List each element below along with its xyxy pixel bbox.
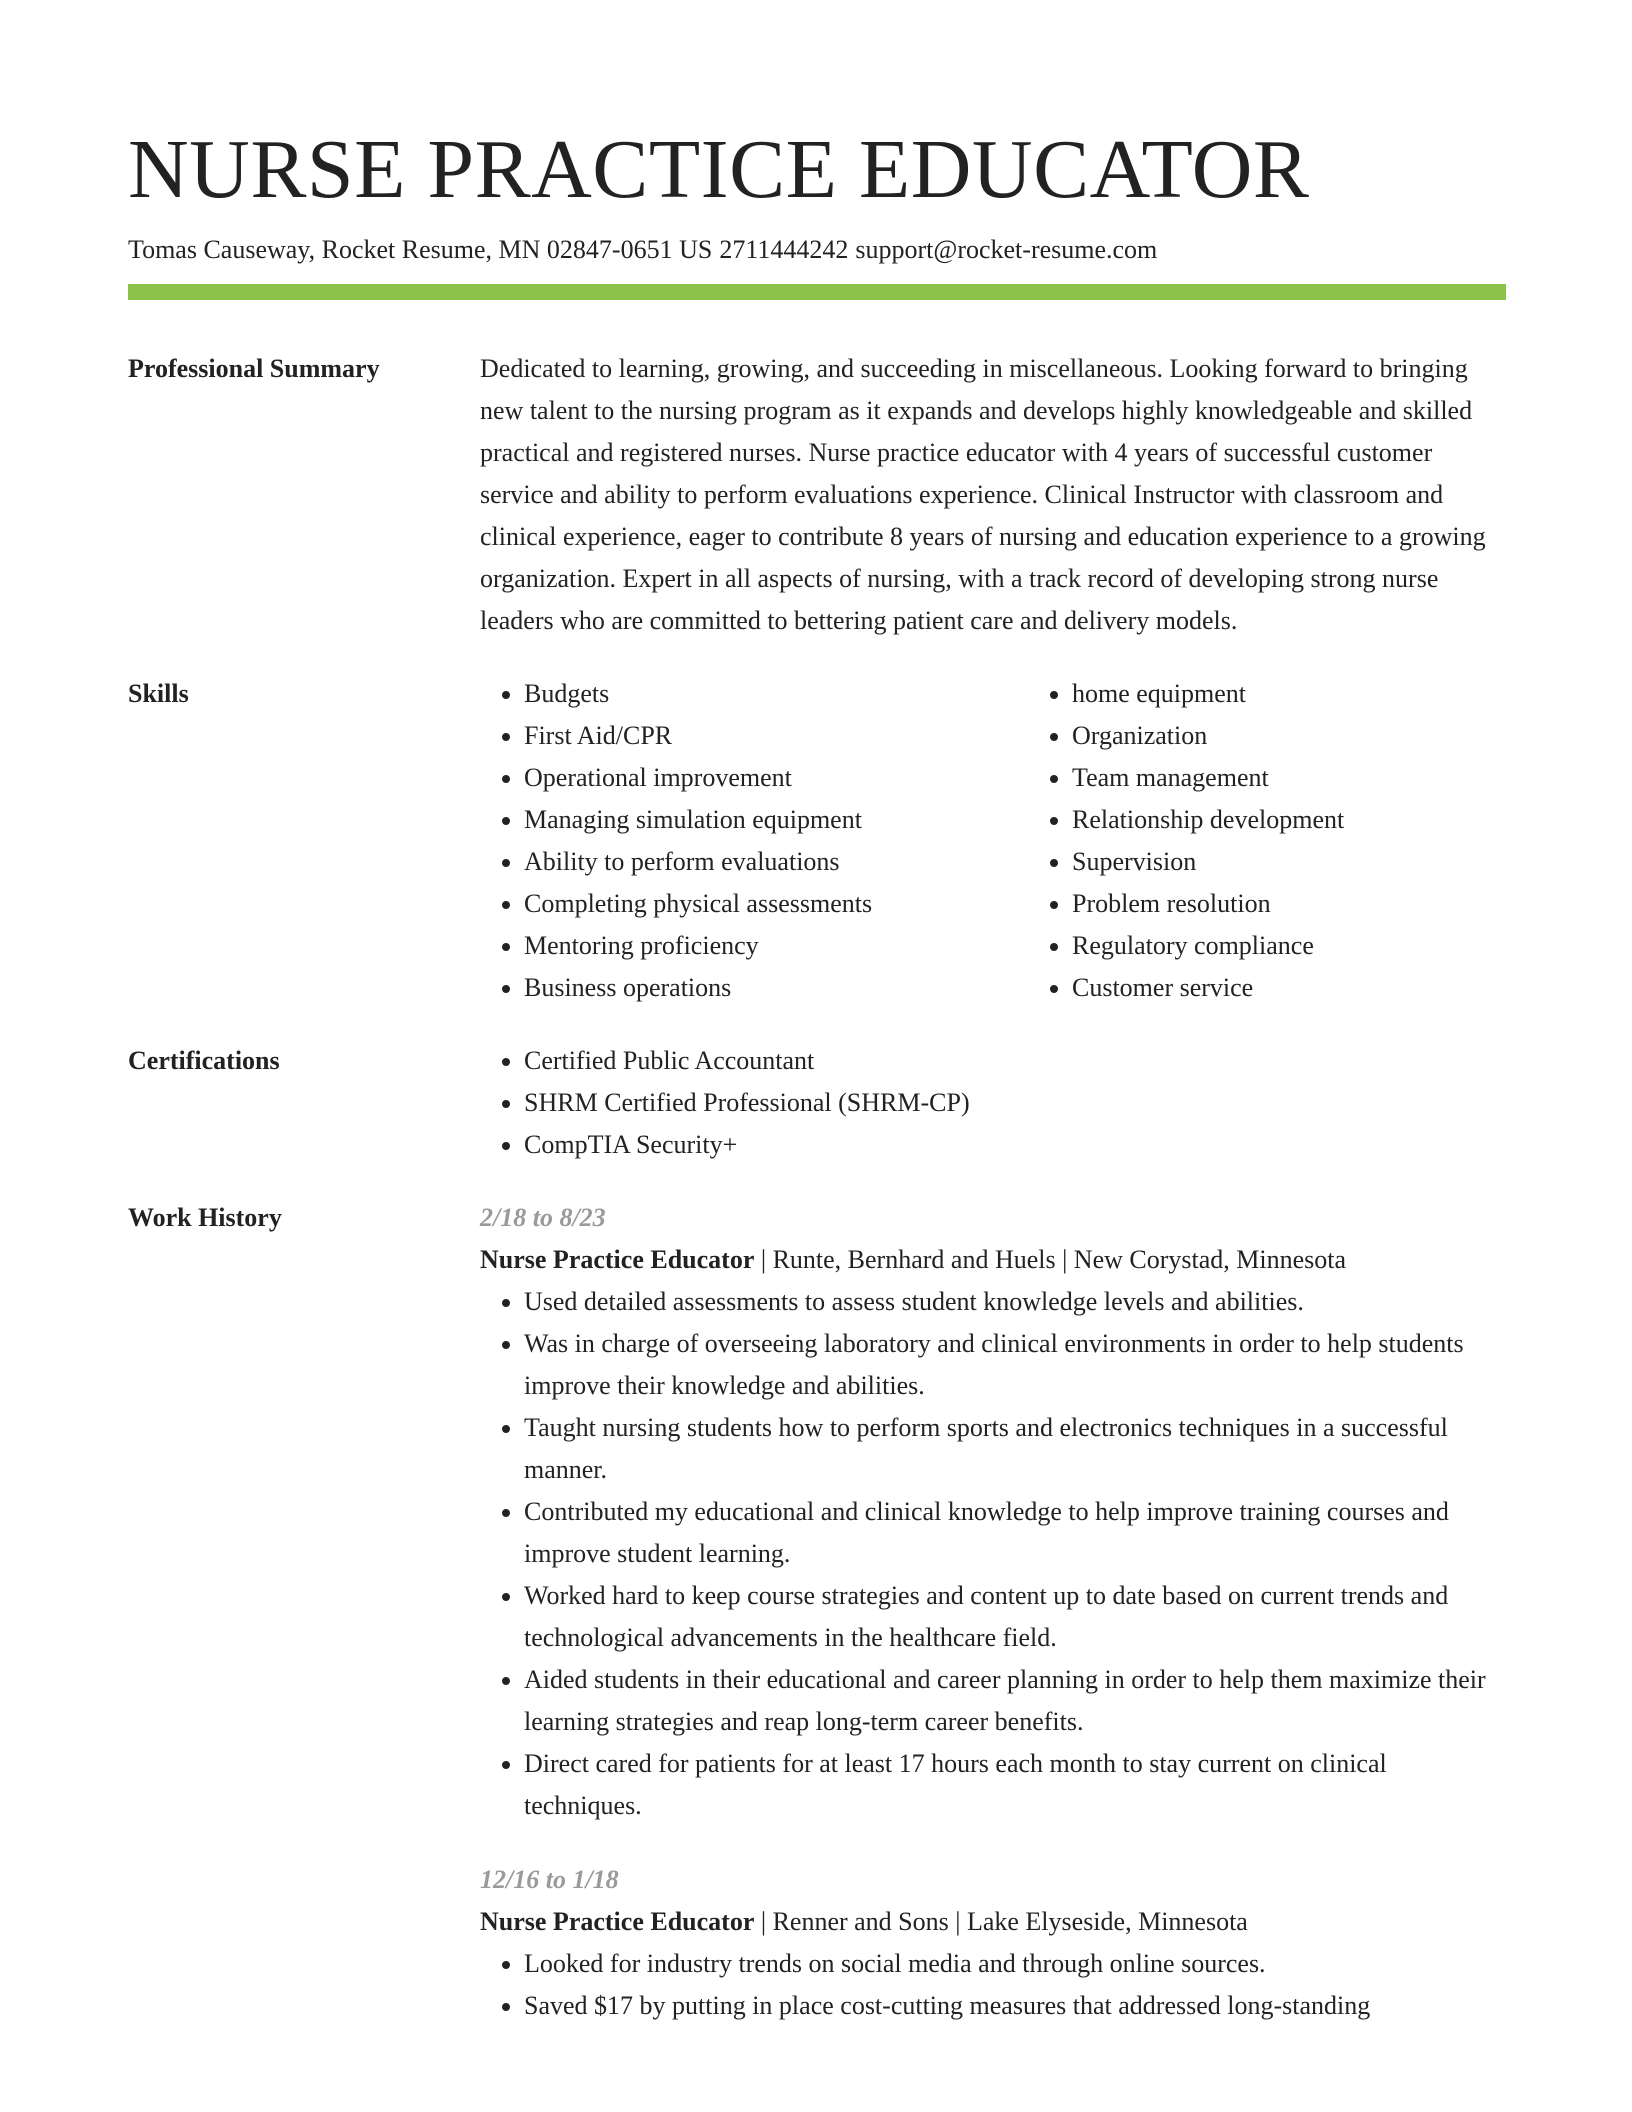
job-title-line xyxy=(480,1239,1506,1281)
summary-text: Dedicated to learning, growing, and succeeding in miscellaneous. Looking forward to bringing new talent to the nursing program as it expands and develops highly knowledgeable and skilled practical and registered nurses. Nurse practice educator with 4 years of successful customer service and ability to perform evaluations experience. Clinical Instructor with classroom and clinical experience, eager to contribute 8 years of nursing and education experience to a growing organization. Expert in all aspects of nursing, with a track record of developing strong nurse leaders who are committed to bettering patient care and delivery models. xyxy=(480,354,1486,635)
accent-divider xyxy=(128,284,1506,300)
job-bullet-list xyxy=(480,1943,1506,2027)
job-bullet: • Taught nursing students how to perform sports and electronics techniques in a successful manner. xyxy=(524,1407,1506,1491)
job-dates: 2/18 to 8/23 xyxy=(480,1203,606,1232)
job-bullet-list xyxy=(480,1281,1506,1827)
summary-label: Professional Summary xyxy=(128,354,380,383)
skill-item: • Relationship development xyxy=(1072,799,1576,841)
skill-item: • Mentoring proficiency xyxy=(524,925,1028,967)
job-bullet: • Contributed my educational and clinical knowledge to help improve training courses and improve student learning. xyxy=(524,1491,1506,1575)
skill-item: • home equipment xyxy=(1072,673,1576,715)
job-bullet: • Was in charge of overseeing laboratory and clinical environments in order to help students improve their knowledge and abilities. xyxy=(524,1323,1506,1407)
contact-line xyxy=(128,232,1506,268)
skill-item: • Team management xyxy=(1072,757,1576,799)
job-employer-location: | Runte, Bernhard and Huels | New Corystad, Minnesota xyxy=(754,1245,1347,1274)
skills-body xyxy=(480,673,1576,1009)
job-title: Nurse Practice Educator xyxy=(480,1245,755,1274)
skill-item: • Problem resolution xyxy=(1072,883,1576,925)
skill-item: • Customer service xyxy=(1072,967,1576,1009)
contact-email: support@rocket-resume.com xyxy=(855,235,1158,264)
job-title-line xyxy=(480,1901,1506,1943)
skill-item: • Ability to perform evaluations xyxy=(524,841,1028,883)
work-history-label: Work History xyxy=(128,1203,282,1232)
skills-columns xyxy=(480,673,1576,1009)
work-history-body xyxy=(480,1197,1506,2027)
skill-item: • Budgets xyxy=(524,673,1028,715)
skill-item: • First Aid/CPR xyxy=(524,715,1028,757)
skills-list-left xyxy=(480,673,1028,1009)
skill-item: • Operational improvement xyxy=(524,757,1028,799)
contact-phone: 2711444242 xyxy=(719,235,849,264)
job-title: Nurse Practice Educator xyxy=(480,1907,755,1936)
summary-body xyxy=(480,348,1506,642)
job-bullet: • Saved $17 by putting in place cost-cutting measures that addressed long-standing xyxy=(524,1985,1506,2027)
skill-item: • Organization xyxy=(1072,715,1576,757)
skill-item: • Managing simulation equipment xyxy=(524,799,1028,841)
contact-address: Tomas Causeway, Rocket Resume, MN 02847-0651 US xyxy=(128,235,713,264)
job-entry xyxy=(480,1197,1506,1827)
job-bullet: • Looked for industry trends on social media and through online sources. xyxy=(524,1943,1506,1985)
job-bullet: • Used detailed assessments to assess student knowledge levels and abilities. xyxy=(524,1281,1506,1323)
skills-list-right xyxy=(1028,673,1576,1009)
resume-page xyxy=(128,120,1506,2027)
certification-item: • Certified Public Accountant xyxy=(524,1040,1506,1082)
certifications-label: Certifications xyxy=(128,1046,280,1075)
work-history-section xyxy=(128,1197,1506,2027)
job-bullet: • Direct cared for patients for at least 17 hours each month to stay current on clinical techniques. xyxy=(524,1743,1506,1827)
job-entry xyxy=(480,1859,1506,2027)
job-dates: 12/16 to 1/18 xyxy=(480,1865,619,1894)
certification-item: • SHRM Certified Professional (SHRM-CP) xyxy=(524,1082,1506,1124)
skill-item: • Business operations xyxy=(524,967,1028,1009)
skill-item: • Supervision xyxy=(1072,841,1576,883)
certification-item: • CompTIA Security+ xyxy=(524,1124,1506,1166)
certifications-list xyxy=(480,1040,1506,1166)
certifications-section xyxy=(128,1040,1506,1166)
job-employer-location: | Renner and Sons | Lake Elyseside, Minnesota xyxy=(754,1907,1248,1936)
skill-item: • Regulatory compliance xyxy=(1072,925,1576,967)
job-bullet: • Worked hard to keep course strategies and content up to date based on current trends and technological advancements in the healthcare field. xyxy=(524,1575,1506,1659)
skills-label: Skills xyxy=(128,679,189,708)
summary-section xyxy=(128,348,1506,642)
resume-title: NURSE PRACTICE EDUCATOR xyxy=(128,123,1310,216)
job-bullet: • Aided students in their educational and career planning in order to help them maximize their learning strategies and reap long-term career benefits. xyxy=(524,1659,1506,1743)
skill-item: • Completing physical assessments xyxy=(524,883,1028,925)
certifications-body xyxy=(480,1040,1506,1166)
skills-section xyxy=(128,673,1506,1009)
